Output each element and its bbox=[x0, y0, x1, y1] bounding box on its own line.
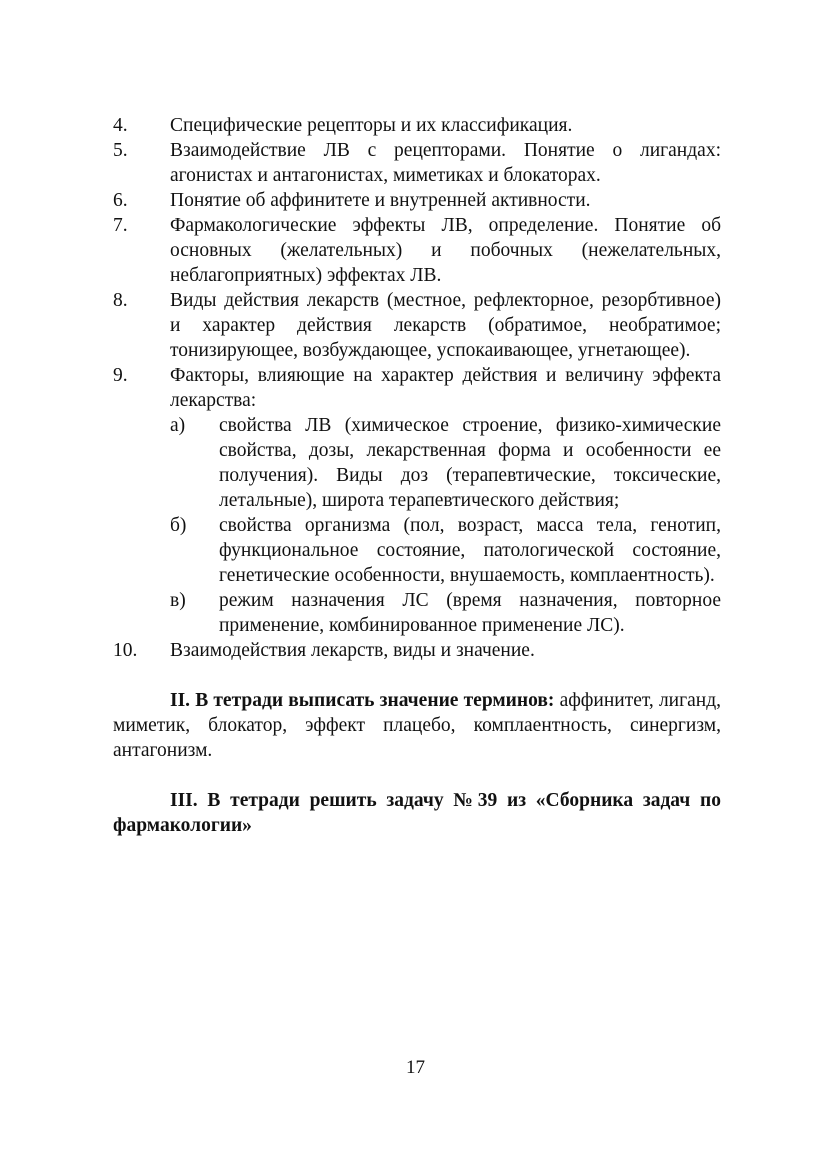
section-2-heading: II. В тетради выписать значение терминов: bbox=[170, 690, 555, 711]
section-2-terms: аффинитет, лиганд, миметик, блокатор, эффект плацебо, комплаентность, синергизм, антагонизм. bbox=[113, 690, 722, 761]
page-content bbox=[113, 113, 721, 838]
sub-item-text: свойства ЛВ (химическое строение, физико-химические свойства, дозы, лекарственная форма и особенности ее получения). Виды доз (терапевтические, токсические, летальные), широта терапевтического действия; bbox=[219, 415, 721, 511]
item-text: Понятие об аффинитете и внутренней активности. bbox=[170, 190, 591, 211]
item-text: Фармакологические эффекты ЛВ, определение. Понятие об основных (желательных) и побочных (нежелательных, неблагоприятных) эффектах ЛВ. bbox=[170, 215, 721, 286]
sub-item-text: свойства организма (пол, возраст, масса тела, генотип, функциональное состояние, патологической состояние, генетические особенности, внушаемость, комплаентность). bbox=[219, 515, 721, 586]
list-item bbox=[113, 363, 721, 413]
list-item bbox=[113, 288, 721, 363]
item-number: 10. bbox=[113, 640, 138, 661]
item-text: Взаимодействие ЛВ с рецепторами. Понятие о лигандах: агонистах и антагонистах, миметиках и блокаторах. bbox=[170, 140, 721, 186]
item-number: 6. bbox=[113, 190, 128, 211]
item-text: Виды действия лекарств (местное, рефлекторное, резорбтивное) и характер действия лекарств (обратимое, необратимое; тонизирующее, возбуждающее, успокаивающее, угнетающее). bbox=[170, 290, 721, 361]
sub-item-letter: б) bbox=[170, 515, 187, 536]
sub-item-letter: а) bbox=[170, 415, 186, 436]
list-item bbox=[113, 213, 721, 288]
item-number: 7. bbox=[113, 215, 128, 236]
sub-item-text: режим назначения ЛС (время назначения, повторное применение, комбинированное применение ЛС). bbox=[219, 590, 721, 636]
list-item bbox=[113, 638, 721, 663]
list-item bbox=[113, 113, 721, 138]
item-number: 4. bbox=[113, 115, 128, 136]
item-text: Специфические рецепторы и их классификация. bbox=[170, 115, 573, 136]
item-text: Факторы, влияющие на характер действия и величину эффекта лекарства: bbox=[170, 365, 721, 411]
list-item bbox=[113, 138, 721, 188]
item-number: 8. bbox=[113, 290, 128, 311]
page-number: 17 bbox=[406, 1057, 425, 1078]
section-2-paragraph bbox=[113, 688, 721, 763]
sub-list-item bbox=[113, 413, 721, 513]
sub-list-item bbox=[113, 513, 721, 588]
item-number: 9. bbox=[113, 365, 128, 386]
sub-item-letter: в) bbox=[170, 590, 186, 611]
item-number: 5. bbox=[113, 140, 128, 161]
section-3-heading: III. В тетради решить задачу №39 из «Сборника задач по фармакологии» bbox=[113, 790, 721, 836]
list-item bbox=[113, 188, 721, 213]
section-3-paragraph bbox=[113, 788, 721, 838]
sub-list-item bbox=[113, 588, 721, 638]
item-text: Взаимодействия лекарств, виды и значение. bbox=[170, 640, 535, 661]
